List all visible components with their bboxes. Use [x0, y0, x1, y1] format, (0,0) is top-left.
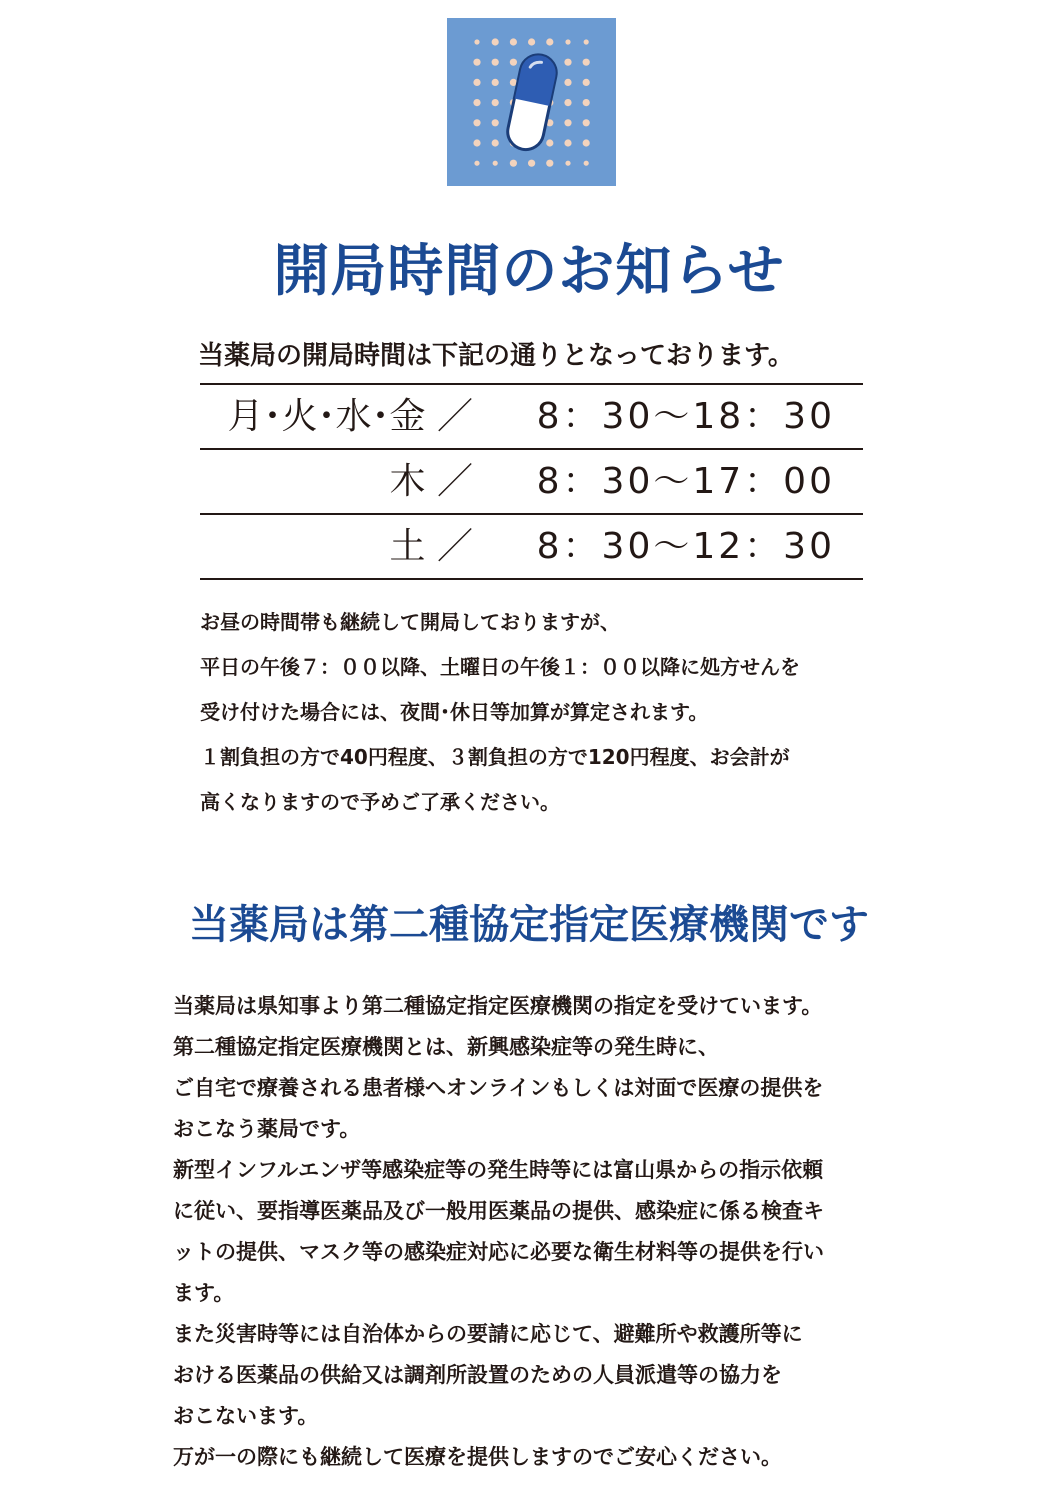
hours-days: 土 ／: [389, 526, 473, 567]
desc-line: 第二種協定指定医療機関とは、新興感染症等の発生時に、: [173, 1035, 719, 1059]
notice-line: 平日の午後７：００以降、土曜日の午後１：００以降に処方せんを: [200, 655, 800, 679]
desc-line: に従い、要指導医薬品及び一般用医薬品の提供、感染症に係る検査キ: [173, 1199, 824, 1223]
designation-description: [173, 986, 913, 1478]
hours-row-sat: [200, 513, 863, 580]
desc-line: ットの提供、マスク等の感染症対応に必要な衛生材料等の提供を行い: [173, 1240, 824, 1264]
desc-line: また災害時等には自治体からの要請に応じて、避難所や救護所等に: [173, 1322, 803, 1346]
page-title: 開局時間のお知らせ: [273, 239, 785, 304]
hours-days: 木 ／: [389, 461, 473, 502]
desc-line: おける医薬品の供給又は調剤所設置のための人員派遣等の協力を: [173, 1363, 782, 1387]
desc-line: ご自宅で療養される患者様へオンラインもしくは対面で医療の提供を: [173, 1076, 824, 1100]
section-title: 当薬局は第二種協定指定医療機関です: [189, 902, 869, 948]
surcharge-notice: [200, 600, 900, 825]
hours-time: 8：30〜18：30: [536, 396, 835, 437]
notice-line: 受け付けた場合には、夜間･休日等加算が算定されます。: [200, 700, 709, 724]
hours-days: 月･火･水･金 ／: [227, 396, 473, 437]
desc-line: 新型インフルエンザ等感染症等の発生時等には富山県からの指示依頼: [173, 1158, 824, 1182]
desc-line: おこなう薬局です。: [173, 1117, 361, 1141]
hours-time: 8：30〜17：00: [536, 461, 835, 502]
desc-line: 万が一の際にも継続して医療を提供しますのでご安心ください。: [173, 1445, 782, 1469]
hours-table: [200, 383, 863, 580]
notice-line: １割負担の方で40円程度、３割負担の方で120円程度、お会計が: [200, 745, 790, 769]
notice-line: お昼の時間帯も継続して開局しておりますが、: [200, 610, 620, 634]
hours-intro: 当薬局の開局時間は下記の通りとなっております。: [198, 341, 794, 371]
notice-line: 高くなりますので予めご了承ください。: [200, 790, 560, 814]
hours-time: 8：30〜12：30: [536, 526, 835, 567]
hours-row-thu: [200, 448, 863, 513]
desc-line: ます。: [173, 1281, 235, 1305]
pharmacy-capsule-icon: [447, 18, 616, 186]
desc-line: おこないます。: [173, 1404, 319, 1428]
desc-line: 当薬局は県知事より第二種協定指定医療機関の指定を受けています。: [173, 994, 823, 1018]
hours-row-mon-tue-wed-fri: [200, 383, 863, 448]
